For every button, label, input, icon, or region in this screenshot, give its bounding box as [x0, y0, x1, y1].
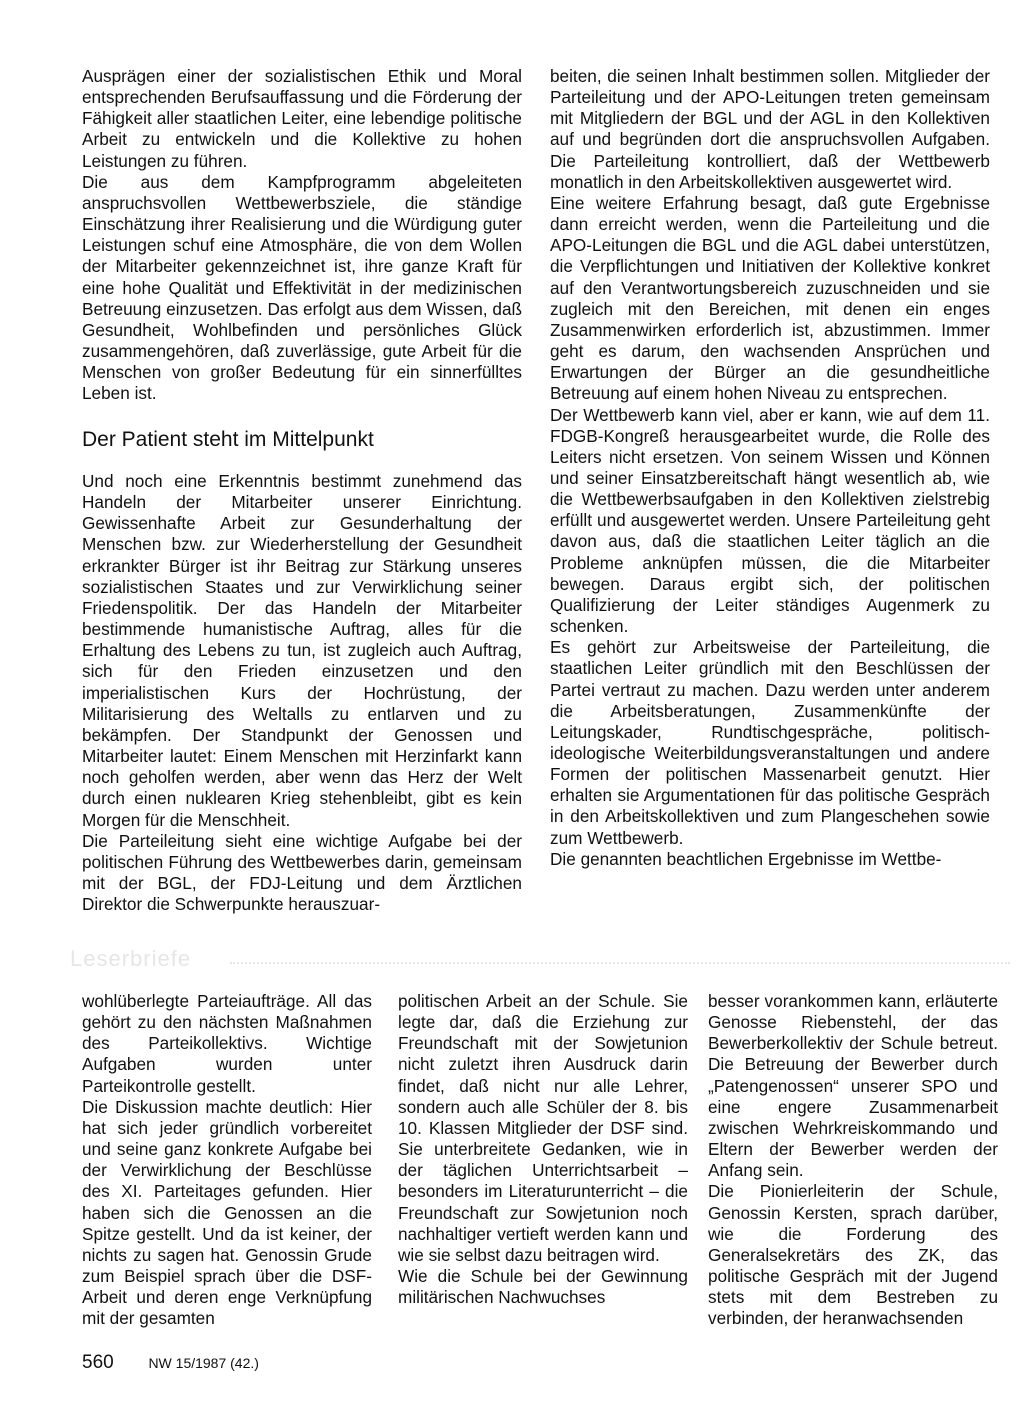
lower-column-1	[82, 991, 372, 1330]
lower-column-2	[398, 991, 688, 1308]
upper-left-column	[82, 66, 522, 405]
paragraph: Die genannten beachtlichen Ergebnisse im Wettbe-	[550, 848, 942, 869]
faded-divider	[230, 962, 1010, 964]
paragraph: Ausprägen einer der sozialistischen Ethik und Moral entsprechenden Berufsauffassung und die Förderung der Fähigkeit aller staatlichen Leiter, eine lebendige politische Arbeit zu entwickeln und die Kollektive zu hohen Leistungen zu führen.	[82, 66, 522, 171]
paragraph: besser vorankommen kann, erläuterte Genosse Riebenstehl, der das Bewerberkollektiv der Schule betreut. Die Betreuung der Bewerber durch „Patengenossen“ unserer SPO und eine engere Zusammenarbeit zwischen Wehrkreiskommando und Eltern der Bewerber werden der Anfang sein.	[708, 991, 998, 1181]
upper-right-column	[550, 66, 990, 870]
paragraph: Die Pionierleiterin der Schule, Genossin Kersten, sprach darüber, wie die Forderung des Generalsekretärs des ZK, das politische Gespräch mit der Jugend stets mit dem Bestreben zu verbinden, der heranwachsenden	[708, 1181, 998, 1329]
paragraph: beiten, die seinen Inhalt bestimmen sollen. Mitglieder der Parteileitung und der APO-Leitungen treten gemeinsam mit Mitgliedern der BGL und der AGL in den Kollektiven auf und begründen dort die anspruchsvollen Aufgaben. Die Parteileitung kontrolliert, daß der Wettbewerb monatlich in den Arbeitskollektiven ausgewertet wird.	[550, 66, 990, 192]
paragraph: Die Diskussion machte deutlich: Hier hat sich jeder gründlich vorbereitet und seine ganz konkrete Aufgabe bei der Verwirklichung der Beschlüsse des XI. Parteitages gefunden. Hier haben sich die Genossen an die Spitze gestellt. Und da ist keiner, der nichts zu sagen hat. Genossin Grude zum Beispiel sprach über die DSF-Arbeit und deren enge Verknüpfung mit der gesamten	[82, 1096, 372, 1329]
faded-section-rubric: Leserbriefe	[70, 946, 192, 971]
paragraph: Die aus dem Kampfprogramm abgeleiteten anspruchsvollen Wettbewerbsziele, die ständige Einschätzung ihrer Realisierung und die Würdigung guter Leistungen schuf eine Atmosphäre, die von dem Wollen der Mitarbeiter gekennzeichnet ist, ihre ganze Kraft für eine hohe Qualität und Effektivität in der medizinischen Betreuung einzusetzen. Das erfolgt aus dem Wissen, daß Gesundheit, Wohlbefinden und persönliches Glück zusammengehören, daß zuverlässige, gute Arbeit für die Menschen von großer Bedeutung für ein sinnerfülltes Leben ist.	[82, 171, 522, 404]
paragraph: Und noch eine Erkenntnis bestimmt zunehmend das Handeln der Mitarbeiter unserer Einrichtung. Gewissenhafte Arbeit zur Gesunderhaltung der Menschen bzw. zur Wiederherstellung der Gesundheit erkrankter Bürger ist ihr Beitrag zur Stärkung unseres sozialistischen Staates und zur Verwirklichung seiner Friedenspolitik. Der das Handeln der Mitarbeiter bestimmende humanistische Auftrag, alles für die Erhaltung des Lebens zu tun, ist zugleich auch Auftrag, sich für den Frieden einzusetzen und den imperialistischen Kurs der Hochrüstung, der Militarisierung des Weltalls zu entlarven und zu bekämpfen. Der Standpunkt der Genossen und Mitarbeiter lautet: Einem Menschen mit Herzinfarkt kann noch geholfen werden, aber wenn das Herz der Welt durch einen nuklearen Krieg stehenbleibt, gibt es kein Morgen für die Menschheit.	[82, 471, 522, 830]
page-number: 560	[82, 1352, 114, 1373]
paragraph: Der Wettbewerb kann viel, aber er kann, wie auf dem 11. FDGB-Kongreß herausgearbeitet wurde, die Rolle des Leiters nicht ersetzen. Von seinem Wissen und Können und seiner Einsatzbereitschaft hängt wesentlich ab, wie die Wettbewerbsaufgaben in den Kollektiven zielstrebig erfüllt und ausgewertet werden. Unsere Parteileitung geht davon aus, daß die staatlichen Leiter täglich an die Probleme anknüpfen müssen, die die Mitarbeiter bewegen. Daraus ergibt sich, der politischen Qualifizierung der Leiter ständiges Augenmerk zu schenken.	[550, 404, 990, 637]
section-subheading: Der Patient steht im Mittelpunkt	[82, 428, 374, 451]
page-footer	[82, 1352, 259, 1374]
paragraph: Wie die Schule bei der Gewinnung militärischen Nachwuchses	[398, 1266, 688, 1308]
paragraph: Eine weitere Erfahrung besagt, daß gute Ergebnisse dann erreicht werden, wenn die Parteileitung und die APO-Leitungen die BGL und die AGL dabei unterstützen, die Verpflichtungen und Initiativen der Kollektive konkret auf den Verantwortungsbereich zuzuschneiden und sie zugleich mit den Bereichen, mit denen ein enges Zusammenwirken erforderlich ist, abzustimmen. Immer geht es darum, den wachsenden Ansprüchen und Erwartungen der Bürger an die gesundheitliche Betreuung auf einem hohen Niveau zu entsprechen.	[550, 192, 990, 404]
issue-reference: NW 15/1987 (42.)	[148, 1355, 259, 1371]
paragraph: politischen Arbeit an der Schule. Sie legte dar, daß die Erziehung zur Freundschaft mit der Sowjetunion nicht zuletzt ihren Ausdruck darin findet, daß nicht nur alle Lehrer, sondern auch alle Schüler der 8. bis 10. Klassen Mitglieder der DSF sind. Sie unterbreitete Gedanken, wie in der täglichen Unterrichtsarbeit – besonders im Literaturunterricht – die Freundschaft zur Sowjetunion noch nachhaltiger vertieft werden kann und wie sie selbst dazu beitragen wird.	[398, 991, 688, 1265]
upper-left-column-continued	[82, 471, 522, 915]
paragraph: wohlüberlegte Parteiaufträge. All das gehört zu den nächsten Maßnahmen des Parteikollektivs. Wichtige Aufgaben wurden unter Parteikontrolle gestellt.	[82, 991, 372, 1096]
paragraph: Die Parteileitung sieht eine wichtige Aufgabe bei der politischen Führung des Wettbewerbes darin, gemeinsam mit der BGL, der FDJ-Leitung und dem Ärztlichen Direktor die Schwerpunkte herauszuar-	[82, 830, 522, 915]
lower-column-3	[708, 991, 998, 1330]
paragraph: Es gehört zur Arbeitsweise der Parteileitung, die staatlichen Leiter gründlich mit den Beschlüssen der Partei vertraut zu machen. Dazu werden unter anderem die Arbeitsberatungen, Zusammenkünfte der Leitungskader, Rundtischgespräche, politisch-ideologische Weiterbildungsveranstaltungen und andere Formen der politischen Massenarbeit genutzt. Hier erhalten sie Argumentationen für das politische Gespräch in den Arbeitskollektiven und zum Plangeschehen sowie zum Wettbewerb.	[550, 637, 990, 848]
